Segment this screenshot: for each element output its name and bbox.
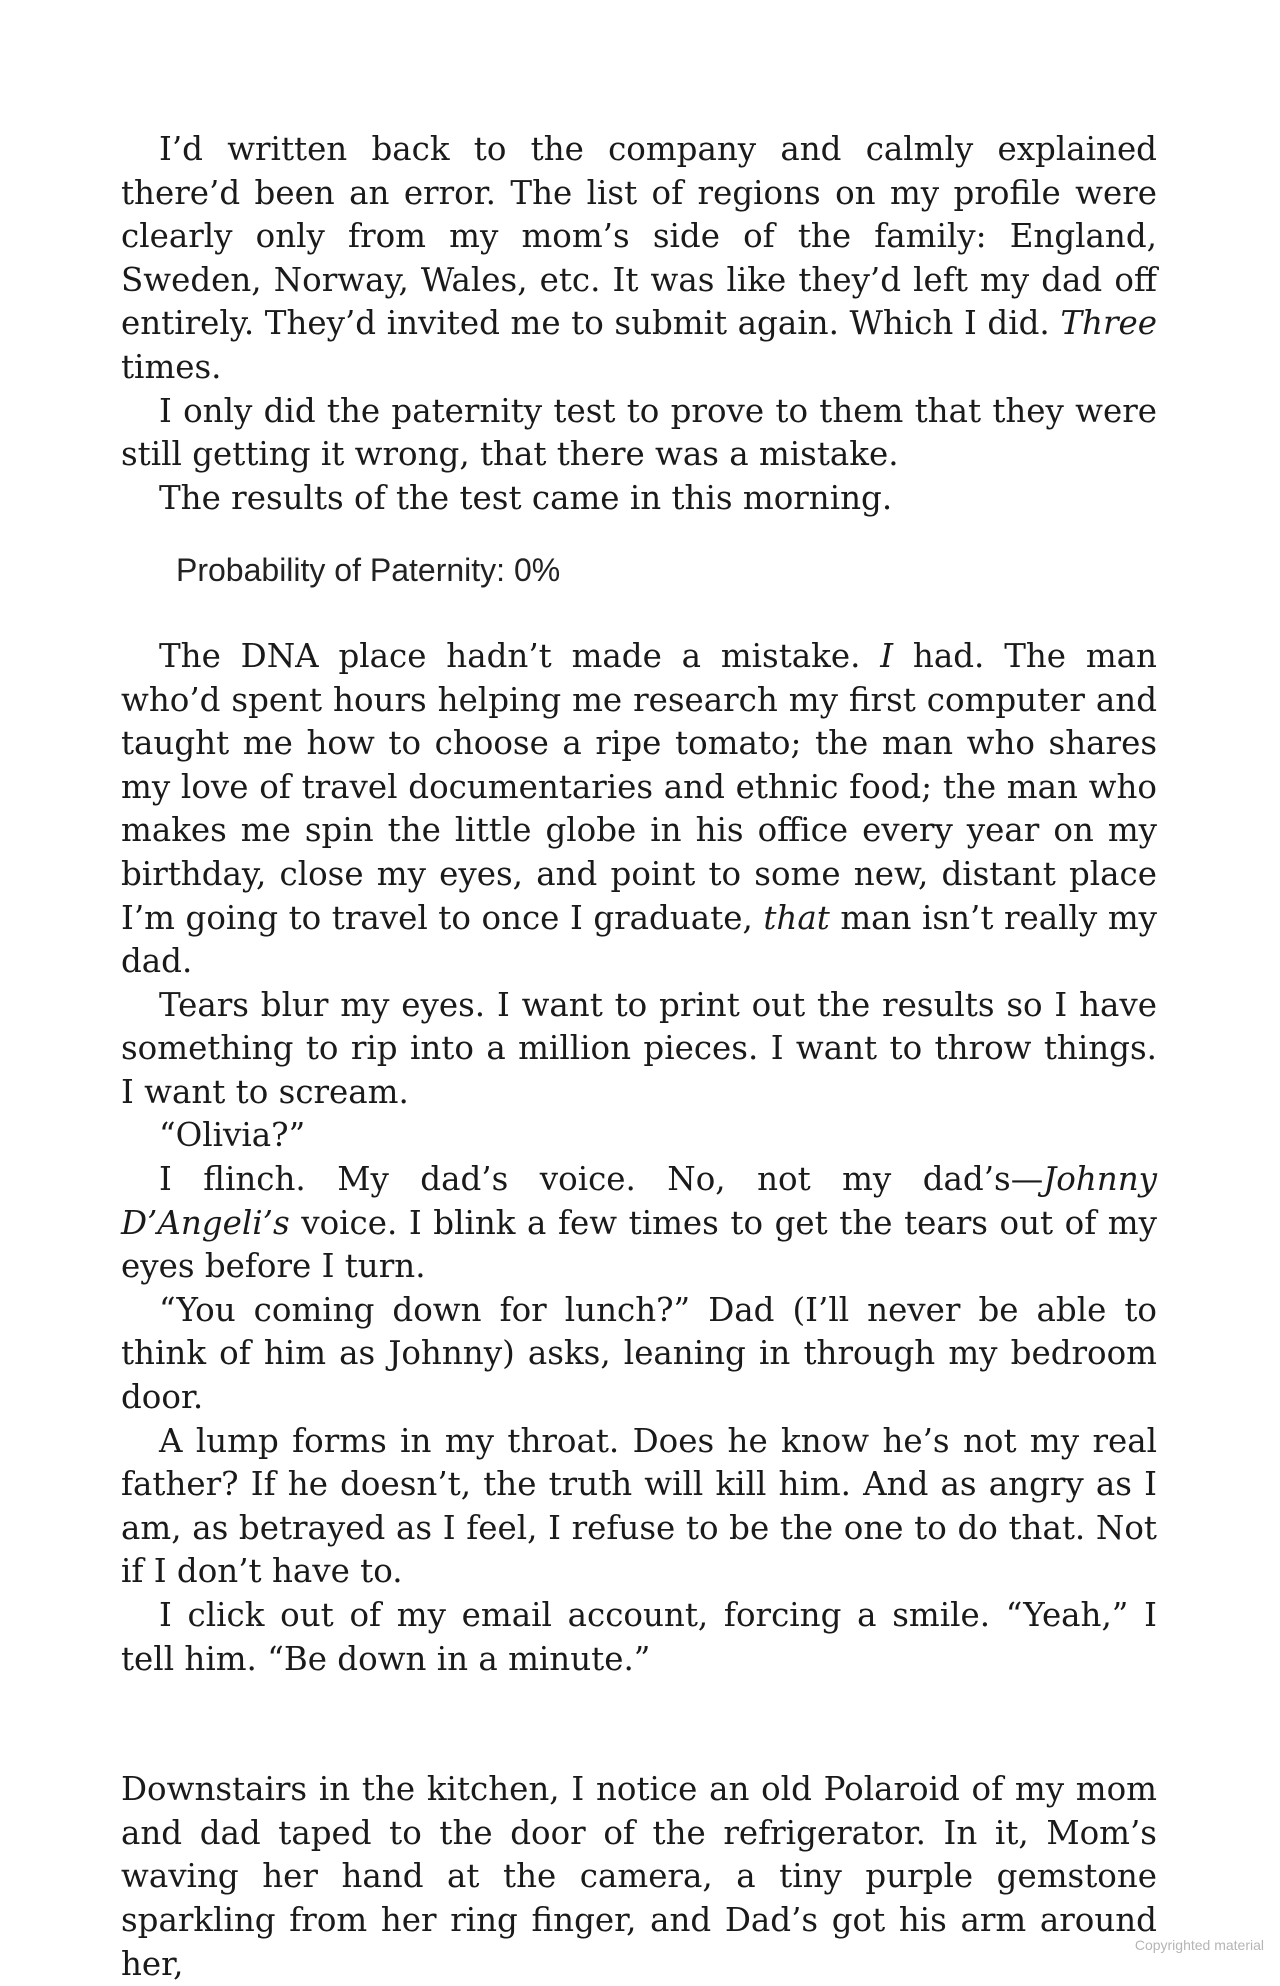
paragraph (121, 1289, 1157, 1420)
paragraph (121, 477, 1157, 521)
paternity-result-callout: Probability of Paternity: 0% (176, 552, 561, 589)
spacer (121, 593, 1157, 635)
paragraph (121, 1158, 1157, 1289)
spacer (121, 520, 1157, 549)
paragraph (121, 1114, 1157, 1158)
text-run: A lump forms in my throat. Does he know he’s not my real father? If he doesn’t, the truth will kill him. And as angry as I am, as betrayed as I feel, I refuse to be the one to do that. Not if I don’t have to. (121, 1421, 1157, 1591)
paragraph (121, 984, 1157, 1115)
paragraph (121, 390, 1157, 477)
copyright-watermark: Copyrighted material (1134, 1937, 1264, 1953)
paragraph (121, 1594, 1157, 1681)
text-run: I flinch. My dad’s voice. No, not my dad’s— (159, 1160, 1044, 1199)
italic-text-run: that (763, 898, 830, 937)
text-run: Tears blur my eyes. I want to print out the results so I have something to rip into a million pieces. I want to throw things. I want to scream. (121, 985, 1157, 1111)
italic-text-run: Johnny D’Angeli’s (121, 1160, 1157, 1242)
section-a (121, 128, 1157, 520)
text-run: The results of the test came in this morning. (159, 478, 893, 517)
text-run: Downstairs in the kitchen, I notice an old Polaroid of my mom and dad taped to the door of the refrigerator. In it, Mom’s waving her hand at the camera, a tiny purple gemstone sparkling from her ring finger, and Dad’s got his arm around her, (121, 1770, 1157, 1983)
text-run: I’d written back to the company and calmly explained there’d been an error. The list of regions on my profile were clearly only from my mom’s side of the family: England, Sweden, Norway, Wales, etc. It was like they’d left my dad off entirely. They’d invited me to submit again. Which I did. (121, 130, 1157, 343)
text-run: I click out of my email account, forcing a smile. “Yeah,” I tell him. “Be down in a minute.” (121, 1596, 1157, 1678)
text-run: had. The man who’d spent hours helping me research my first computer and taught me how to choose a ripe tomato; the man who shares my love of travel documentaries and ethnic food; the man who makes me spin the little globe in his office every year on my birthday, close my eyes, and point to some new, distant place I’m going to travel to once I graduate, (121, 636, 1157, 937)
italic-text-run: I (880, 636, 894, 675)
paragraph (121, 1768, 1157, 1986)
text-run: “Olivia?” (159, 1116, 306, 1155)
italic-text-run: Three (1060, 304, 1157, 343)
paragraph (121, 128, 1157, 390)
book-page (121, 128, 1157, 1986)
section-b (121, 635, 1157, 1681)
text-run: voice. I blink a few times to get the tears out of my eyes before I turn. (121, 1203, 1157, 1286)
paragraph (121, 635, 1157, 984)
text-run: times. (121, 347, 222, 386)
text-run: The DNA place hadn’t made a mistake. (159, 636, 881, 675)
text-run: I only did the paternity test to prove to them that they were still getting it wrong, that there was a mistake. (121, 391, 1157, 474)
text-run: man isn’t really my dad. (121, 898, 1157, 981)
paragraph (121, 1420, 1157, 1594)
section-break (121, 1681, 1157, 1768)
text-run: “You coming down for lunch?” Dad (I’ll never be able to think of him as Johnny) asks, leaning in through my bedroom door. (121, 1290, 1157, 1417)
section-c (121, 1768, 1157, 1986)
